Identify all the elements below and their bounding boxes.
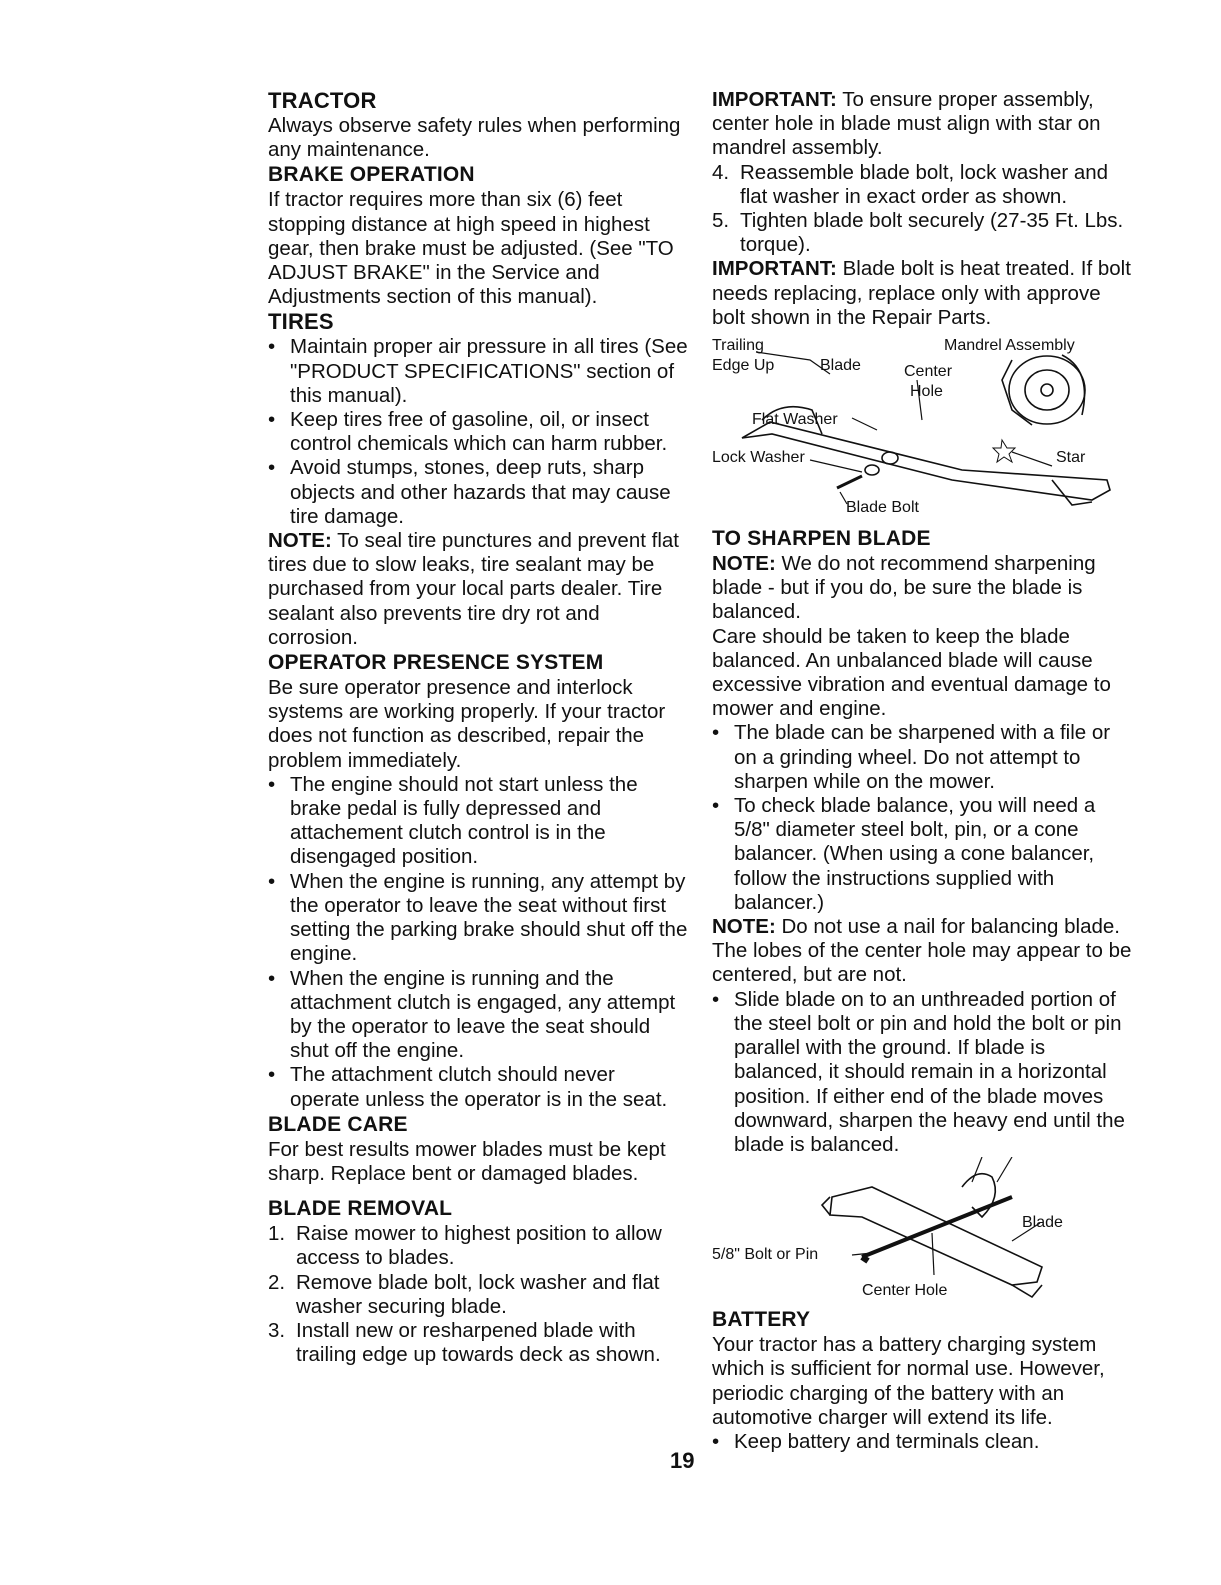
tires-note	[268, 529, 688, 650]
tires-note-text: To seal tire punctures and prevent flat tires due to slow leaks, tire sealant may be purchased from your local parts dealer. Tire sealant also prevents tire dry rot and corrosion.	[268, 529, 679, 649]
step-number: 3.	[268, 1318, 286, 1342]
figure-label: Hole	[910, 383, 943, 401]
tractor-text: Always observe safety rules when performing any maintenance.	[268, 114, 681, 162]
sharpen-note	[712, 552, 1132, 625]
important-1	[712, 88, 1132, 161]
removal-step	[268, 1271, 688, 1319]
left-column	[268, 88, 688, 1367]
page-number: 19	[670, 1448, 695, 1473]
note-label: NOTE:	[712, 552, 776, 576]
right-column	[712, 88, 1132, 1454]
battery-bullet: • Keep battery and terminals clean.	[712, 1430, 1132, 1454]
figure-label: Center	[904, 363, 953, 381]
ops-bullet: • The attachment clutch should never operate unless the operator is in the seat.	[268, 1063, 688, 1111]
step-number: 4.	[712, 160, 730, 184]
tires-bullet: • Maintain proper air pressure in all tires (See "PRODUCT SPECIFICATIONS" section of this manual).	[268, 335, 688, 408]
tires-bullet: • Avoid stumps, stones, deep ruts, sharp objects and other hazards that may cause tire damage.	[268, 456, 688, 529]
sharpen-heading: TO SHARPEN BLADE	[712, 527, 931, 551]
sharpen-bullet: • The blade can be sharpened with a file or on a grinding wheel. Do not attempt to sharpen while on the mower.	[712, 721, 1132, 794]
battery-text: Your tractor has a battery charging system which is sufficient for normal use. However, periodic charging of the battery with an automotive charger will extend its life.	[712, 1333, 1105, 1429]
step-text: Tighten blade bolt securely (27-35 Ft. Lbs. torque).	[740, 209, 1124, 257]
tractor-heading: TRACTOR	[268, 88, 377, 113]
figure-label: Blade	[1022, 1214, 1063, 1232]
brake-heading: BRAKE OPERATION	[268, 163, 475, 187]
figure-label: Flat Washer	[752, 411, 838, 429]
note-label: NOTE:	[712, 915, 776, 939]
figure-label: Lock Washer	[712, 449, 805, 467]
battery-heading: BATTERY	[712, 1308, 811, 1332]
step-text: Remove blade bolt, lock washer and flat washer securing blade.	[296, 1270, 660, 1318]
step-number: 5.	[712, 209, 730, 233]
balance-figure	[712, 1157, 1132, 1307]
removal-step	[268, 1222, 688, 1270]
figure-label: 5/8" Bolt or Pin	[712, 1246, 819, 1264]
blade-care-heading: BLADE CARE	[268, 1112, 408, 1136]
sharpen-bullet: • To check blade balance, you will need a 5/8" diameter steel bolt, pin, or a cone balancer. (When using a cone balancer, follow the instructions supplied with balancer.)	[712, 794, 1132, 915]
removal-step	[268, 1319, 688, 1367]
step-text: Reassemble blade bolt, lock washer and flat washer in exact order as shown.	[740, 160, 1109, 208]
step-number: 2.	[268, 1270, 286, 1294]
ops-bullet: • The engine should not start unless the brake pedal is fully depressed and attachement clutch control is in the disengaged position.	[268, 773, 688, 870]
important-text: Blade bolt is heat treated. If bolt needs replacing, replace only with approve bolt shown in the Repair Parts.	[712, 257, 1131, 329]
figure-label: Center Hole	[862, 1282, 948, 1300]
figure-label: Star	[1056, 449, 1086, 467]
note-label: NOTE:	[268, 529, 332, 553]
blade-assembly-figure	[712, 330, 1132, 526]
balance-note	[712, 915, 1132, 988]
brake-text: If tractor requires more than six (6) feet stopping distance at high speed in highest gear, then brake must be adjusted. (See "TO ADJUST BRAKE" in the Service and Adjustments section of this manual).	[268, 188, 674, 309]
ops-text: Be sure operator presence and interlock systems are working properly. If your tractor does not function as described, repair the problem immediately.	[268, 676, 666, 772]
blade-care-text: For best results mower blades must be kept sharp. Replace bent or damaged blades.	[268, 1137, 666, 1185]
tires-heading: TIRES	[268, 309, 334, 335]
sharpen-text: Care should be taken to keep the blade balanced. An unbalanced blade will cause excessive vibration and eventual damage to mower and engine.	[712, 624, 1111, 721]
sharpen-note-text: We do not recommend sharpening blade - but if you do, be sure the blade is balanced.	[712, 552, 1096, 624]
assembly-step	[712, 161, 1132, 209]
step-text: Raise mower to highest position to allow access to blades.	[296, 1222, 662, 1270]
figure-label: Mandrel Assembly	[944, 337, 1075, 355]
important-2	[712, 257, 1132, 330]
tires-bullet: • Keep tires free of gasoline, oil, or insect control chemicals which can harm rubber.	[268, 408, 688, 456]
important-label: IMPORTANT:	[712, 257, 837, 281]
figure-label: Trailing	[712, 337, 764, 355]
ops-heading: OPERATOR PRESENCE SYSTEM	[268, 651, 604, 675]
important-text: To ensure proper assembly, center hole in blade must align with star on mandrel assembly.	[712, 88, 1101, 160]
figure-label: Edge Up	[712, 357, 775, 375]
balance-bullet: • Slide blade on to an unthreaded portion of the steel bolt or pin and hold the bolt or pin parallel with the ground. If blade is balanced, it should remain in a horizontal position. If either end of the blade moves downward, sharpen the heavy end until the blade is balanced.	[712, 988, 1132, 1157]
balance-note-text: Do not use a nail for balancing blade. The lobes of the center hole may appear to be centered, but are not.	[712, 915, 1132, 987]
ops-bullet: • When the engine is running and the attachment clutch is engaged, any attempt by the operator to leave the seat should shut off the engine.	[268, 967, 688, 1064]
step-text: Install new or resharpened blade with trailing edge up towards deck as shown.	[296, 1318, 661, 1367]
important-label: IMPORTANT:	[712, 88, 837, 111]
ops-bullet: • When the engine is running, any attempt by the operator to leave the seat without first setting the parking brake should shut off the engine.	[268, 870, 688, 967]
blade-removal-heading: BLADE REMOVAL	[268, 1197, 453, 1221]
figure-label: Blade	[820, 357, 861, 375]
figure-label: Blade Bolt	[846, 499, 919, 517]
step-number: 1.	[268, 1222, 286, 1246]
assembly-step	[712, 209, 1132, 257]
